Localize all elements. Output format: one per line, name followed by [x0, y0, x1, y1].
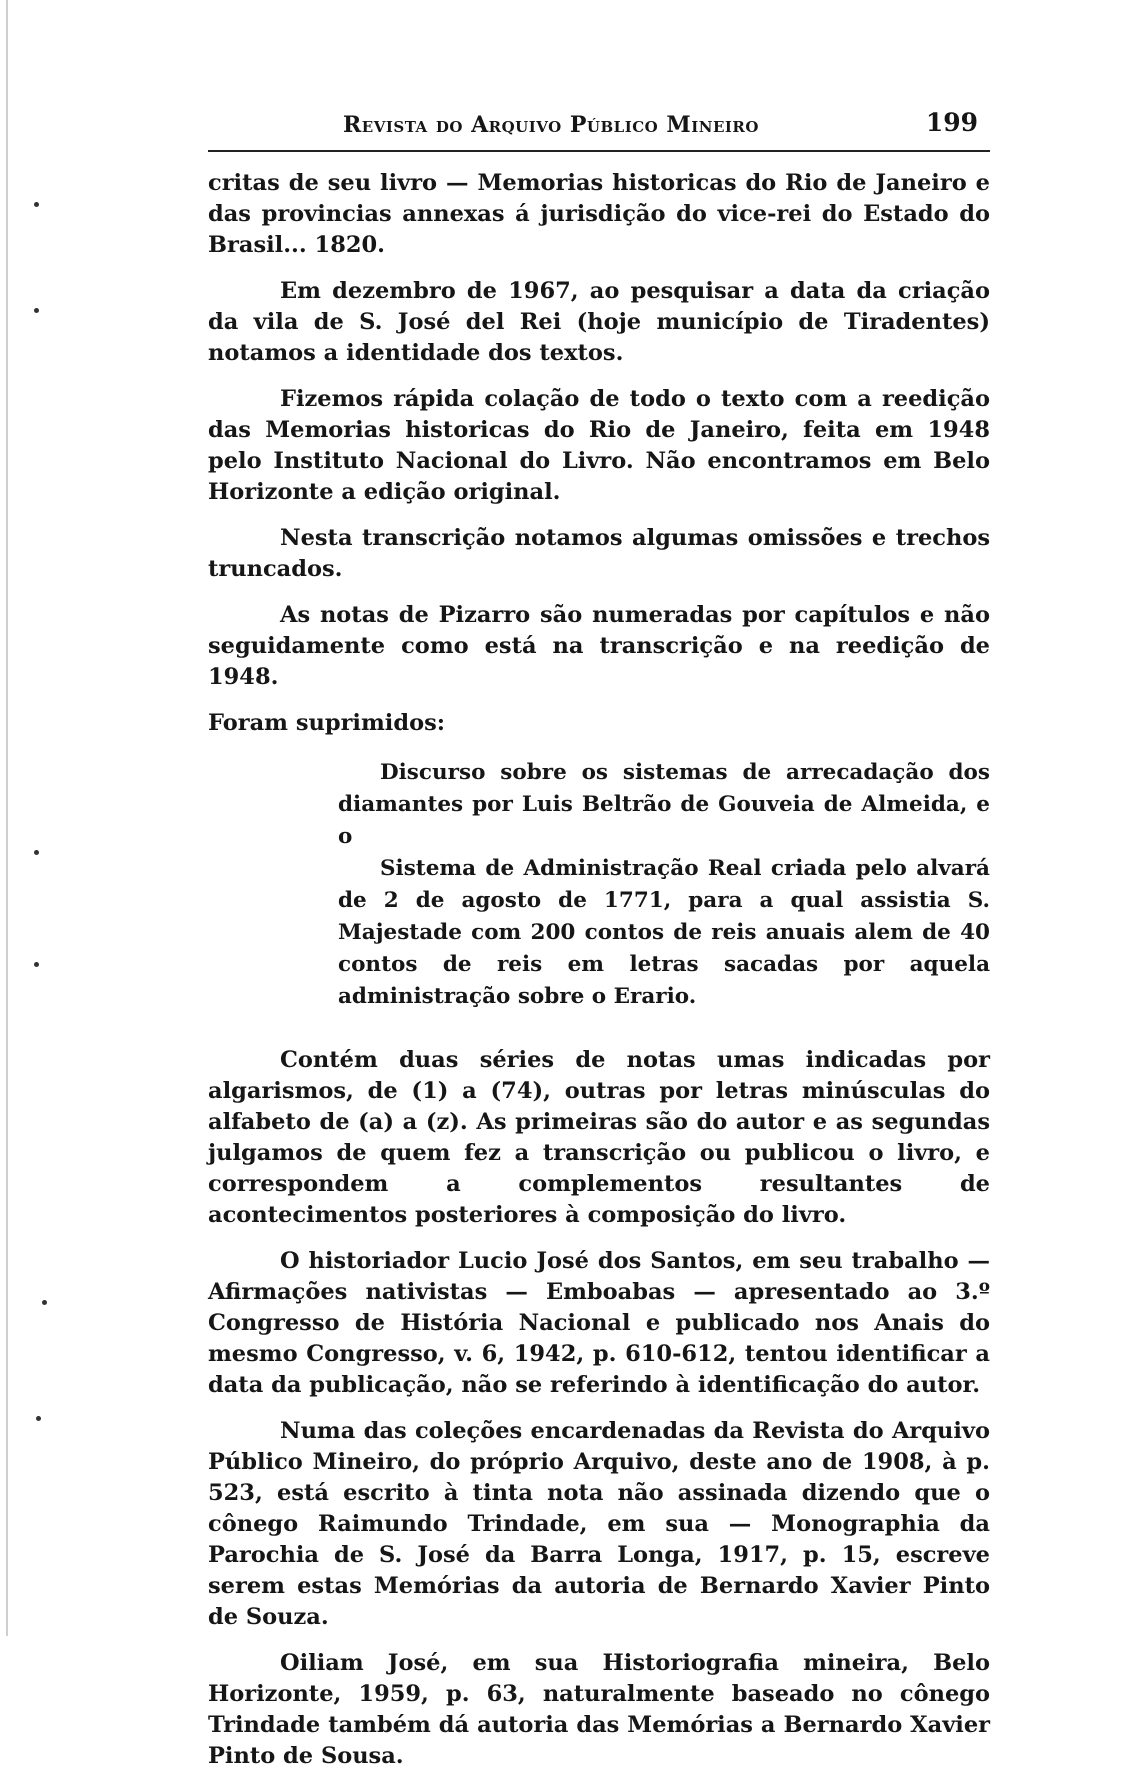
suppressed-items-block — [338, 757, 990, 1013]
page-body — [208, 168, 990, 1787]
paragraph: Oiliam José, em sua Historiografia mineira, Belo Horizonte, 1959, p. 63, naturalmente baseado no cônego Trindade também dá autoria das Memórias a Bernardo Xavier Pinto de Sousa. — [208, 1650, 990, 1769]
paragraph: Contém duas séries de notas umas indicadas por algarismos, de (1) a (74), outras por letras minúsculas do alfabeto de (a) a (z). As primeiras são do autor e as segundas julgamos de quem fez a transcrição ou publicou o livro, e correspondem a complementos resultantes de acontecimentos posteriores à composição do livro. — [208, 1047, 990, 1228]
margin-mark — [34, 850, 39, 855]
page-header — [208, 104, 990, 154]
paragraph: O historiador Lucio José dos Santos, em seu trabalho — Afirmações nativistas — Emboabas — apresentado ao 3.º Congresso de História Nacional e publicado nos Anais do mesmo Congresso, v. 6, 1942, p. 610-612, tentou identificar a data da publicação, não se referindo à identificação do autor. — [208, 1248, 990, 1398]
header-rule — [208, 150, 990, 152]
paragraph: Nesta transcrição notamos algumas omissões e trechos truncados. — [208, 525, 990, 582]
margin-mark — [34, 308, 39, 313]
paragraph: Numa das coleções encardenadas da Revista do Arquivo Público Mineiro, do próprio Arquivo, deste ano de 1908, à p. 523, está escrito à tinta nota não assinada dizendo que o cônego Raimundo Trindade, em sua — Monographia da Parochia de S. José da Barra Longa, 1917, p. 15, escreve serem estas Memórias da autoria de Bernardo Xavier Pinto de Souza. — [208, 1418, 990, 1630]
margin-mark — [34, 202, 39, 207]
suppressed-item: Discurso sobre os sistemas de arrecadação dos diamantes por Luis Beltrão de Gouveia de Almeida, e o — [338, 760, 990, 849]
margin-mark — [34, 962, 39, 967]
paragraph: Fizemos rápida colação de todo o texto com a reedição das Memorias historicas do Rio de Janeiro, feita em 1948 pelo Instituto Nacional do Livro. Não encontramos em Belo Horizonte a edição original. — [208, 386, 990, 505]
page-edge-line — [6, 0, 8, 1636]
margin-mark — [42, 1300, 47, 1305]
paragraph: As notas de Pizarro são numeradas por capítulos e não seguidamente como está na transcrição e na reedição de 1948. — [208, 602, 990, 690]
running-title: Revista do Arquivo Público Mineiro — [343, 112, 759, 138]
paragraph: Em dezembro de 1967, ao pesquisar a data da criação da vila de S. José del Rei (hoje município de Tiradentes) notamos a identidade dos textos. — [208, 278, 990, 366]
margin-mark — [36, 1416, 41, 1421]
page-number: 199 — [925, 108, 978, 137]
paragraph-continuation: critas de seu livro — Memorias historicas do Rio de Janeiro e das provincias annexas á jurisdição do vice-rei do Estado do Brasil... 1820. — [208, 170, 990, 258]
paragraph-suppressed-heading: Foram suprimidos: — [208, 710, 446, 736]
suppressed-item: Sistema de Administração Real criada pelo alvará de 2 de agosto de 1771, para a qual assistia S. Majestade com 200 contos de reis anuais alem de 40 contos de reis em letras sacadas por aquela administração sobre o Erario. — [338, 856, 990, 1009]
